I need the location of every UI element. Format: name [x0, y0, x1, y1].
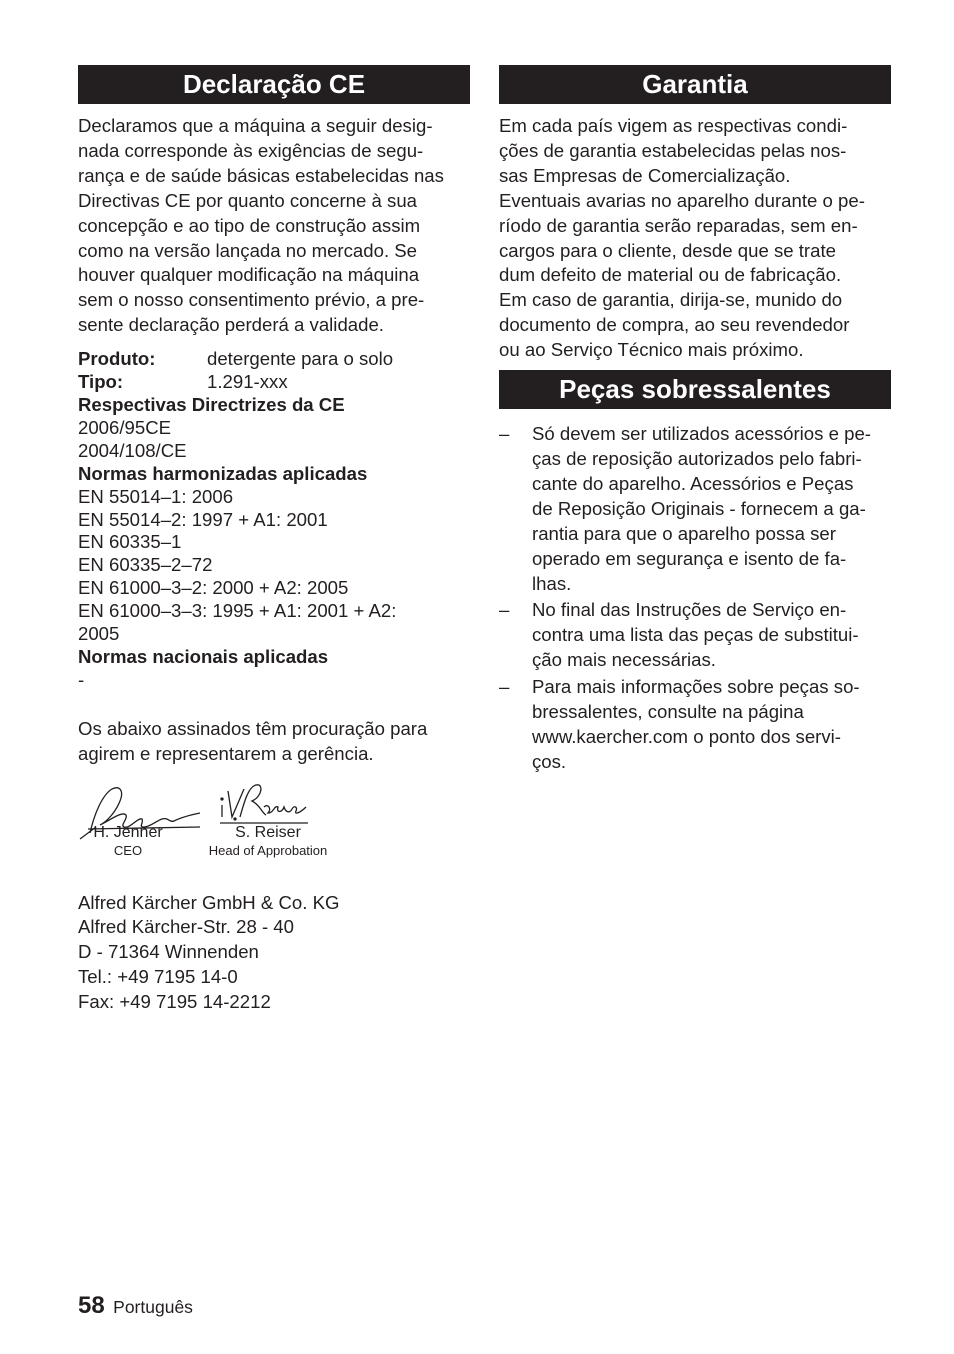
address-line: Alfred Kärcher GmbH & Co. KG [78, 891, 340, 913]
signer-name: H. Jenner [93, 823, 163, 841]
bullet-line: ços. [532, 750, 567, 772]
page-footer [78, 1292, 193, 1320]
national-label: Normas nacionais aplicadas [78, 645, 329, 667]
declaration-line: Directivas CE por quanto concerne à sua [78, 189, 417, 211]
company-address [78, 891, 470, 1016]
page-number: 58 [78, 1292, 105, 1319]
signer-role: CEO [113, 842, 143, 858]
warranty-line: sas Empresas de Comercialização. [499, 164, 791, 186]
page-language: Português [113, 1297, 193, 1317]
declaration-heading: Declaração CE [78, 65, 470, 104]
parts-heading: Peças sobressalentes [499, 370, 891, 409]
signer-role: Head of Approbation [208, 842, 328, 858]
product-row [78, 348, 470, 371]
harmonized-label: Normas harmonizadas aplicadas [78, 462, 368, 484]
national-value: - [78, 668, 85, 690]
harmonized-item: EN 60335–1 [78, 531, 182, 553]
signers-intro [78, 717, 470, 767]
declaration-line: sem o nosso consentimento prévio, a pre- [78, 289, 425, 311]
harmonized-item: EN 61000–3–3: 1995 + A1: 2001 + A2: [78, 600, 397, 622]
harmonized-item: EN 60335–2–72 [78, 554, 213, 576]
harmonized-item: EN 61000–3–2: 2000 + A2: 2005 [78, 577, 349, 599]
bullet-dash: – [499, 423, 510, 445]
product-label: Produto: [78, 348, 156, 370]
address-line: D - 71364 Winnenden [78, 941, 259, 963]
list-item [499, 675, 891, 775]
right-column [499, 65, 891, 777]
bullet-line: Só devem ser utilizados acessórios e pe- [532, 423, 871, 445]
declaration-line: concepção e ao tipo de construção assim [78, 214, 421, 236]
declaration-line: rança e de saúde básicas estabelecidas nas [78, 164, 444, 186]
signers-intro-line: agirem e representarem a gerência. [78, 742, 374, 764]
declaration-line: Declaramos que a máquina a seguir desig- [78, 115, 433, 136]
signature-block [78, 767, 470, 879]
warranty-text [499, 114, 891, 363]
type-row [78, 371, 470, 394]
declaration-line: como na versão lançada no mercado. Se [78, 239, 418, 261]
harmonized-item: EN 55014–2: 1997 + A1: 2001 [78, 508, 328, 530]
warranty-line: cargos para o cliente, desde que se trate [499, 239, 836, 261]
address-line: Fax: +49 7195 14-2212 [78, 991, 271, 1013]
harmonized-item: 2005 [78, 623, 120, 645]
declaration-line: houver qualquer modificação na máquina [78, 264, 420, 286]
declaration-line: sente declaração perderá a validade. [78, 314, 384, 336]
warranty-line: ríodo de garantia serão reparadas, sem en- [499, 214, 858, 236]
warranty-line: ções de garantia estabelecidas pelas nos- [499, 139, 847, 161]
bullet-line: de Reposição Originais - fornecem a ga- [532, 497, 866, 519]
bullet-dash: – [499, 676, 510, 698]
bullet-line: rantia para que o aparelho possa ser [532, 522, 836, 544]
warranty-line: Em caso de garantia, dirija-se, munido do [499, 289, 843, 311]
address-line: Tel.: +49 7195 14-0 [78, 966, 238, 988]
warranty-line: Em cada país vigem as respectivas condi- [499, 115, 848, 136]
directive-item: 2006/95CE [78, 416, 172, 438]
bullet-line: lhas. [532, 572, 572, 594]
product-specs [78, 348, 470, 692]
list-item [499, 422, 891, 596]
directive-item: 2004/108/CE [78, 439, 187, 461]
signers-intro-line: Os abaixo assinados têm procuração para [78, 717, 428, 739]
parts-list [499, 422, 891, 775]
signer-name: S. Reiser [235, 823, 301, 841]
product-value: detergente para o solo [207, 348, 394, 370]
bullet-line: No final das Instruções de Serviço en- [532, 599, 847, 621]
bullet-line: operado em segurança e isento de fa- [532, 547, 847, 569]
warranty-line: documento de compra, ao seu revendedor [499, 314, 850, 336]
bullet-line: ças de reposição autorizados pelo fabri- [532, 447, 862, 469]
declaration-line: nada corresponde às exigências de segu- [78, 139, 424, 161]
warranty-line: ou ao Serviço Técnico mais próximo. [499, 339, 804, 361]
warranty-heading: Garantia [499, 65, 891, 104]
list-item [499, 598, 891, 673]
warranty-line: dum defeito de material ou de fabricação. [499, 264, 842, 286]
type-label: Tipo: [78, 371, 124, 393]
bullet-dash: – [499, 599, 510, 621]
signer-jenner [80, 823, 176, 859]
declaration-text [78, 114, 470, 338]
bullet-line: www.kaercher.com o ponto dos servi- [532, 725, 841, 747]
bullet-line: bressalentes, consulte na página [532, 701, 804, 723]
left-column [78, 65, 470, 1015]
bullet-line: contra uma lista das peças de substitui- [532, 624, 859, 646]
address-line: Alfred Kärcher-Str. 28 - 40 [78, 916, 294, 938]
type-value: 1.291-xxx [207, 371, 288, 393]
signer-reiser [200, 823, 336, 859]
warranty-line: Eventuais avarias no aparelho durante o pe- [499, 189, 865, 211]
bullet-line: Para mais informações sobre peças so- [532, 676, 860, 698]
harmonized-item: EN 55014–1: 2006 [78, 485, 234, 507]
bullet-line: cante do aparelho. Acessórios e Peças [532, 472, 854, 494]
bullet-line: ção mais necessárias. [532, 649, 716, 671]
directives-label: Respectivas Directrizes da CE [78, 393, 345, 415]
